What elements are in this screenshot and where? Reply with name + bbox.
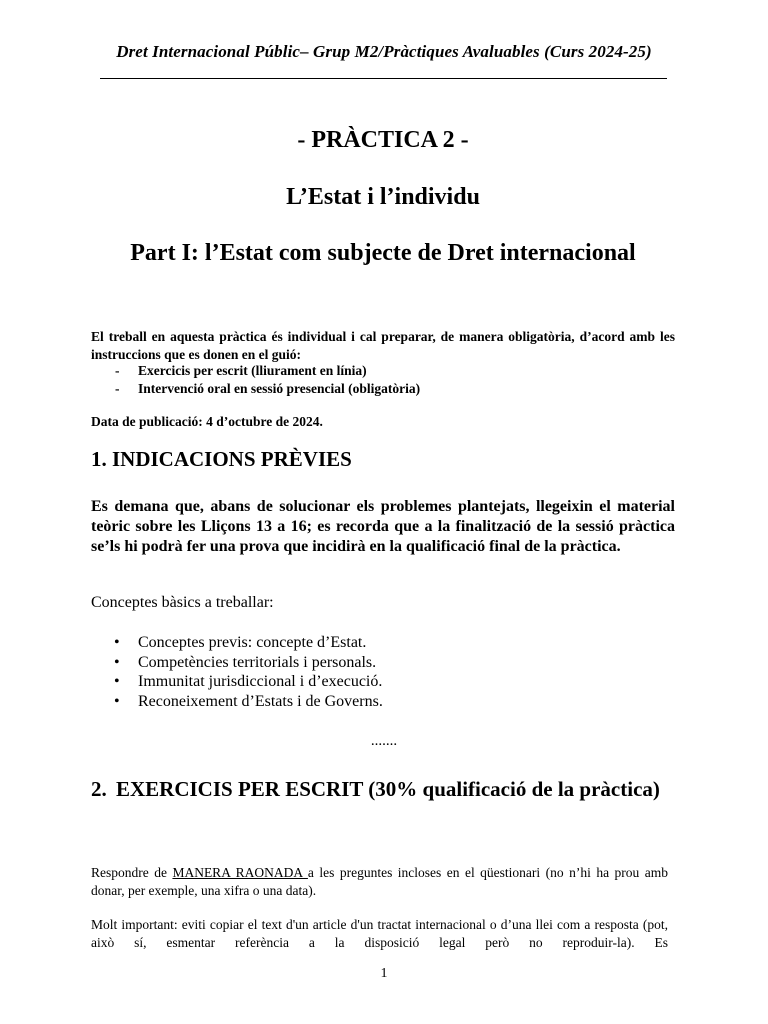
list-item xyxy=(114,672,383,692)
section-heading-text: EXERCICIS PER ESCRIT (30% qualificació de la pràctica) xyxy=(116,777,660,801)
prior-instructions-paragraph: Es demana que, abans de solucionar els problemes plantejats, llegeixin el material teòric sobre les Lliçons 13 a 16; es recorda que a la finalització de la sessió pràctica se’ls hi podrà fer una prova que incidirà en la qualificació final de la pràctica. xyxy=(91,498,675,555)
list-item xyxy=(114,633,383,653)
dash-marker: - xyxy=(115,363,120,378)
section-separator: ....... xyxy=(370,733,398,749)
requirement-oral: Intervenció oral en sessió presencial (obligatòria) xyxy=(138,381,421,396)
instructions-text-before: Respondre de xyxy=(91,865,173,880)
list-item xyxy=(115,380,420,398)
dash-marker: - xyxy=(115,381,120,396)
running-header: Dret Internacional Públic– Grup M2/Pràctiques Avaluables (Curs 2024-25) xyxy=(116,42,652,61)
subject-title: L’Estat i l’individu xyxy=(286,184,480,210)
concept-item: Immunitat jurisdiccional i d’execució. xyxy=(138,673,383,691)
publication-date: Data de publicació: 4 d’octubre de 2024. xyxy=(91,414,323,429)
requirements-list xyxy=(115,362,420,398)
section-heading-1: 1. INDICACIONS PRÈVIES xyxy=(91,447,352,471)
concept-item: Competències territorials i personals. xyxy=(138,653,377,671)
part-title: Part I: l’Estat com subjecte de Dret internacional xyxy=(130,240,636,266)
list-item xyxy=(115,362,420,380)
bullet-marker: • xyxy=(114,673,120,691)
header-rule xyxy=(100,78,667,79)
list-item xyxy=(114,692,383,712)
instructions-emphasis: MANERA RAONADA xyxy=(172,865,308,880)
bullet-marker: • xyxy=(114,692,120,710)
concepts-label: Conceptes bàsics a treballar: xyxy=(91,594,274,611)
practice-title: - PRÀCTICA 2 - xyxy=(297,127,469,153)
section-heading-2 xyxy=(91,776,675,803)
concept-item: Reconeixement d’Estats i de Governs. xyxy=(138,692,383,710)
concept-item: Conceptes previs: concepte d’Estat. xyxy=(138,634,367,651)
instructions-text-after: a les preguntes incloses en el qüestionari (no n’hi ha prou amb donar, per exemple, una xifra o una data). xyxy=(91,865,669,898)
instructions-paragraph xyxy=(91,864,668,900)
important-note-paragraph: Molt important: eviti copiar el text d'un article d'un tractat internacional o d’una llei com a resposta (pot, això sí, esmentar referència a la disposició legal però no reproduir-la). Es xyxy=(91,917,668,950)
requirement-written: Exercicis per escrit (lliurament en línia) xyxy=(138,363,367,378)
page-number: 1 xyxy=(380,966,388,981)
bullet-marker: • xyxy=(114,653,120,671)
bullet-marker: • xyxy=(114,634,120,651)
list-item xyxy=(114,653,383,673)
concepts-list xyxy=(114,633,383,711)
section-number: 2. xyxy=(91,777,107,801)
intro-paragraph: El treball en aquesta pràctica és individual i cal preparar, de manera obligatòria, d’acord amb les instruccions que es donen en el guió: xyxy=(91,329,675,362)
